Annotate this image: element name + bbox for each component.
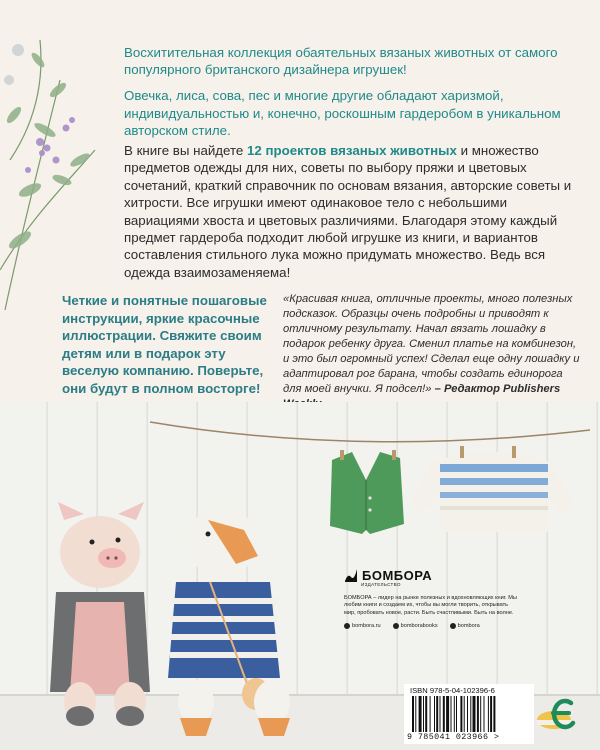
web-icon — [344, 623, 350, 629]
bombora-wave-icon — [344, 567, 358, 583]
eksmo-logo-icon — [547, 693, 577, 733]
social-books — [393, 623, 438, 629]
intro-paragraph-2: Овечка, лиса, сова, пес и многие другие обладают харизмой, индивидуальностью и, конечно, роскошным гардеробом в уникальном авторском стиле. — [124, 88, 561, 138]
barcode-bar — [423, 696, 424, 732]
publisher-subtitle: ИЗДАТЕЛЬСТВО — [361, 582, 401, 587]
main-lead: В книге вы найдете — [124, 143, 248, 158]
barcode-bar — [488, 696, 489, 732]
barcode-bar — [470, 696, 471, 732]
floral-decoration — [0, 20, 112, 310]
barcode-bar — [415, 696, 416, 732]
barcode-bar — [412, 696, 414, 732]
goose-toy-image — [168, 506, 290, 736]
barcode-bar — [454, 696, 455, 732]
main-highlight: 12 проектов вязаных животных — [247, 143, 457, 158]
barcode-bar — [490, 696, 492, 732]
social-vk — [450, 623, 480, 629]
social-site — [344, 623, 381, 629]
barcode-bar — [451, 696, 452, 732]
pig-toy-image — [50, 502, 150, 726]
isbn-label: ISBN 978-5-04-102396-6 — [410, 686, 495, 695]
clothesline — [150, 422, 590, 442]
barcode-bar — [473, 696, 476, 732]
barcode-bar — [477, 696, 479, 732]
main-description — [124, 142, 579, 281]
barcode-bar — [443, 696, 445, 732]
barcode-bar — [464, 696, 465, 732]
barcode-panel — [404, 684, 534, 744]
vk-icon — [450, 623, 456, 629]
barcode-bar — [456, 696, 457, 732]
social-vk-label: bombora — [457, 623, 480, 630]
publisher-socials — [344, 623, 524, 629]
striped-sweater-image — [410, 446, 575, 532]
social-site-label: bombora.ru — [352, 623, 381, 630]
review-quote — [283, 292, 583, 412]
barcode-number: 9 785041 023966 > — [407, 732, 500, 742]
barcode-bar — [434, 696, 435, 732]
barcode-bar — [493, 696, 495, 732]
publisher-name: БОМБОРА — [362, 567, 433, 583]
publisher-block — [344, 567, 524, 629]
barcode-bar — [460, 696, 462, 732]
instagram-icon — [393, 623, 399, 629]
barcode-bar — [425, 696, 427, 732]
publisher-description: БОМБОРА – лидер на рынке полезных и вдохновляющих книг. Мы любим книги и создаем их, чтобы вы могли творить, открывать мир, пробовать новое, расти. Быть счастливыми. Быть на волне. — [344, 595, 517, 616]
feature-callout: Четкие и понятные пошаговые инструкции, яркие красочные иллюстрации. Свяжите своим детям или в подарок эту веселую компанию. Поверьте, они будут в полном восторге! — [62, 293, 267, 396]
barcode-bar — [446, 696, 449, 732]
quote-text: «Красивая книга, отличные проекты, много полезных подсказок. Образцы очень подробны и приводят к отличному результату. Начал вязать лошадку в подарок ребенку друга. Сменил платье на комбинезон, и это был огромный успех! Сделал еще одну лошадку и адаптировал рог барана, чтобы создать единорога для моей внучки. Я подсел!» — [283, 293, 580, 395]
intro-text — [124, 44, 579, 148]
barcode-bar — [430, 696, 431, 732]
barcode-bar — [436, 696, 438, 732]
barcode-bar — [480, 696, 481, 732]
quote-source: – Редактор Publishers — [434, 383, 561, 395]
publisher-logo — [344, 567, 524, 583]
barcode-bar — [419, 696, 422, 732]
intro-paragraph-1: Восхитительная коллекция обаятельных вязаных животных от самого популярного британского дизайнера игрушек! — [124, 45, 558, 78]
green-vest-image — [330, 450, 404, 534]
social-books-label: bomborabooks — [400, 623, 438, 630]
barcode-icon — [412, 696, 526, 732]
barcode-bar — [440, 696, 441, 732]
barcode-bar — [467, 696, 468, 732]
barcode-bar — [484, 696, 485, 732]
main-rest: и множество предметов одежды для них, советы по выбору пряжи и цветовых сочетаний, краткий справочник по основам вязания, авторские советы и хитрости. Все игрушки имеют одинаковое тело с небольшими вариациями хвоста и цветовых различиями. Благодаря этому каждый предмет гардероба подходит любой игрушке из книги, и вариантов составления стильного лука можно придумать множество. Ведь вся одежда взаимозаменяема! — [124, 143, 572, 280]
